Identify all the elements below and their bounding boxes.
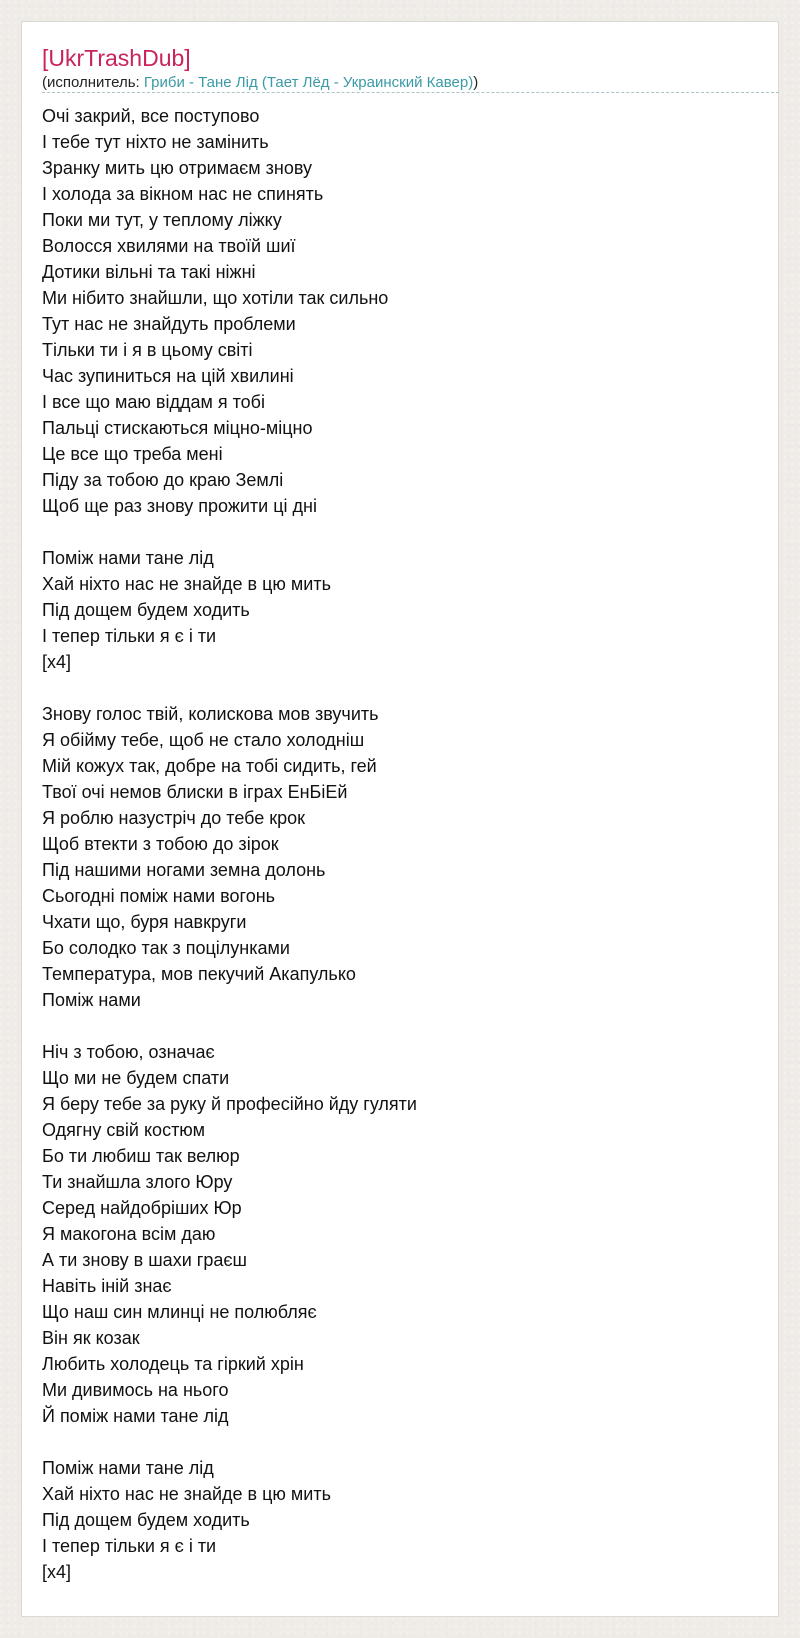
artist-suffix: ) xyxy=(473,74,479,91)
artist-link[interactable]: Гриби - Тане Лід (Тает Лёд - Украинский Кавер) xyxy=(143,74,474,91)
song-title: [UkrTrashDub] xyxy=(42,45,191,71)
lyrics-card xyxy=(21,21,779,1617)
lyrics-text: Очі закрий, все поступово І тебе тут ніхто не замінить Зранку мить цю отримаєм знову І холода за вікном нас не спинять Поки ми тут, у теплому ліжку Волосся хвилями на твоїй шиї Дотики вільні та такі ніжні Ми нібито знайшли, що хотіли так сильно Тут нас не знайдуть проблеми Тільки ти і я в цьому світі Час зупиниться на цій хвилині І все що маю віддам я тобі Пальці стискаються міцно-міцно Це все що треба мені Піду за тобою до краю Землі Щоб ще раз знову прожити ці дні Поміж нами тане лід Хай ніхто нас не знайде в цю мить Під дощем будем ходить І тепер тільки я є і ти [x4] Знову голос твій, колискова мов звучить Я обійму тебе, щоб не стало холодніш Мій кожух так, добре на тобі сидить, гей Твої очі немов блиски в іграх ЕнБіЕй Я роблю назустріч до тебе крок Щоб втекти з тобою до зірок Під нашими ногами земна долонь Сьогодні поміж нами вогонь Чхати що, буря навкруги Бо солодко так з поцілунками Температура, мов пекучий Акапулько Поміж нами Ніч з тобою, означає Що ми не будем спати Я беру тебе за руку й професійно йду гуляти Одягну свій костюм Бо ти любиш так велюр Ти знайшла злого Юру Серед найдобріших Юр Я макогона всім даю А ти знову в шахи граєш Навіть іній знає Що наш син млинці не полюбляє Він як козак Любить холодець та гіркий хрін Ми дивимось на нього Й поміж нами тане лід Поміж нами тане лід Хай ніхто нас не знайде в цю мить Під дощем будем ходить І тепер тільки я є і ти [x4] xyxy=(42,106,417,1582)
artist-line xyxy=(42,73,779,93)
artist-prefix: (исполнитель: xyxy=(42,74,144,91)
